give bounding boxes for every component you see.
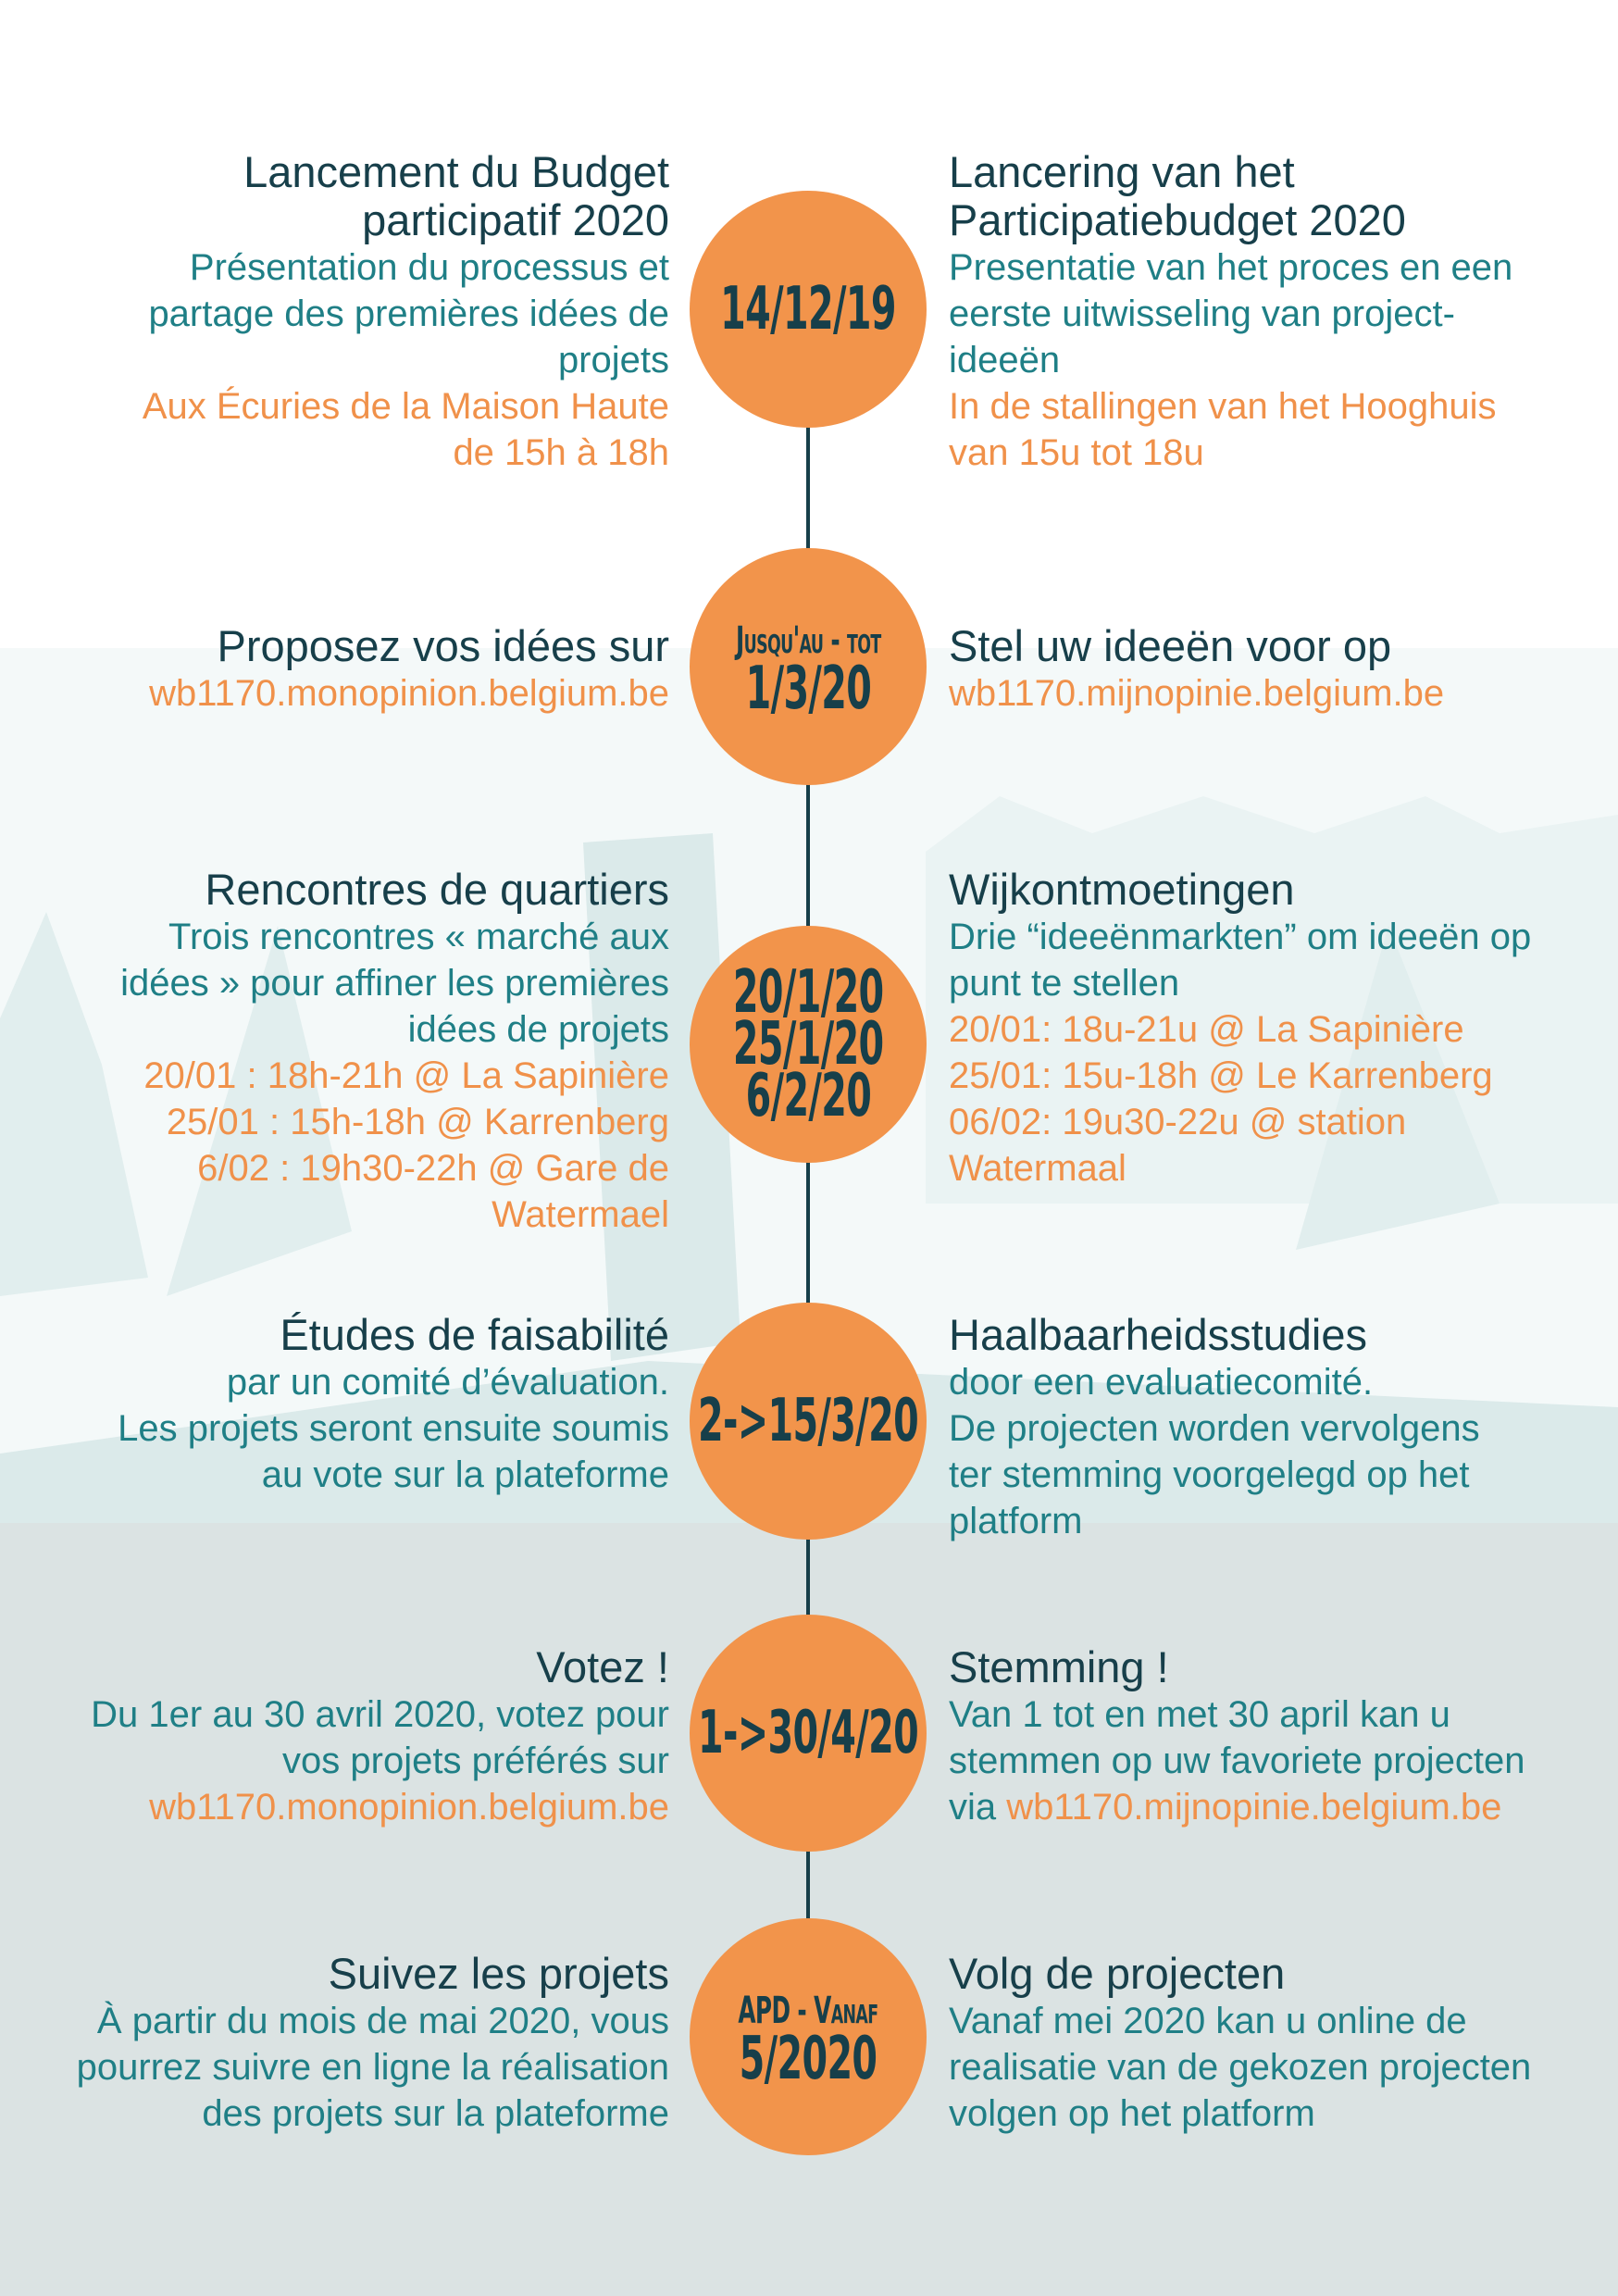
title-line: Rencontres de quartiers (205, 865, 669, 914)
title-line: Lancement du Budget (243, 147, 669, 196)
description-line: ter stemming voorgelegd op het (949, 1454, 1470, 1495)
info-line: Aux Écuries de la Maison Haute (142, 386, 669, 427)
event-description (949, 1691, 1578, 1784)
description-line: par un comité d’évaluation. (226, 1362, 669, 1403)
event-description (949, 1359, 1578, 1544)
info-line: Watermael (492, 1194, 669, 1235)
event-info (40, 383, 669, 476)
title-line: Études de faisabilité (280, 1310, 669, 1359)
description-line: pourrez suivre en ligne la réalisation (76, 2047, 669, 2088)
title-line: Haalbaarheidsstudies (949, 1310, 1368, 1359)
date-value: 25/1/20 (732, 1010, 884, 1079)
event-title (40, 1950, 669, 1998)
description-line: Trois rencontres « marché aux (168, 917, 669, 957)
event-nl (949, 148, 1578, 476)
event-description (40, 244, 669, 383)
website-link[interactable]: wb1170.mijnopinie.belgium.be (949, 673, 1445, 714)
event-nl (949, 866, 1578, 1192)
description-line: au vote sur la plateforme (261, 1454, 669, 1495)
event-info (40, 1053, 669, 1238)
info-line: van 15u tot 18u (949, 432, 1204, 473)
event-description (949, 244, 1578, 383)
date-value: 1->30/4/20 (697, 1699, 919, 1767)
description-line: eerste uitwisseling van project- (949, 293, 1455, 334)
description-line: stemmen op uw favoriete projecten (949, 1741, 1525, 1781)
description-line: idées de projets (407, 1009, 669, 1050)
date-value: 2->15/3/20 (697, 1387, 919, 1455)
event-title (949, 622, 1578, 670)
date-circle (690, 548, 927, 785)
event-description (40, 1359, 669, 1498)
info-line: 6/02 : 19h30-22h @ Gare de (197, 1148, 669, 1189)
date-circle (690, 1303, 927, 1540)
description-line: projets (557, 340, 669, 381)
event-fr (40, 148, 669, 476)
event-nl (949, 1950, 1578, 2137)
description-line: door een evaluatiecomité. (949, 1362, 1374, 1403)
info-line: 25/01: 15u-18h @ Le Karrenberg (949, 1055, 1493, 1096)
event-title (949, 1311, 1578, 1359)
event-description (40, 1691, 669, 1784)
date-label: APD - Vanaf (738, 1990, 878, 2032)
event-description-link-line (949, 1784, 1578, 1830)
event-title (40, 866, 669, 914)
date-label: Jusqu'au - tot (735, 619, 881, 662)
info-line: In de stallingen van het Hooghuis (949, 386, 1497, 427)
website-link[interactable]: wb1170.monopinion.belgium.be (149, 673, 669, 714)
event-fr (40, 1950, 669, 2137)
title-line: Stel uw ideeën voor op (949, 621, 1392, 670)
event-title (40, 622, 669, 670)
description-line: Presentatie van het proces en een (949, 247, 1513, 288)
title-line: Votez ! (536, 1642, 669, 1691)
event-description (949, 914, 1578, 1006)
event-info (40, 670, 669, 717)
description-line: Vanaf mei 2020 kan u online de (949, 2001, 1467, 2041)
title-line: Lancering van het (949, 147, 1295, 196)
event-description (40, 914, 669, 1053)
description-line: vos projets préférés sur (282, 1741, 669, 1781)
event-nl (949, 1311, 1578, 1544)
website-link[interactable]: wb1170.mijnopinie.belgium.be (1006, 1787, 1502, 1828)
title-line: Participatiebudget 2020 (949, 195, 1406, 244)
event-description (949, 1998, 1578, 2137)
event-title (949, 1950, 1578, 1998)
info-line: 20/01 : 18h-21h @ La Sapinière (143, 1055, 669, 1096)
event-fr (40, 1643, 669, 1830)
description-line: volgen op het platform (949, 2093, 1315, 2134)
date-circle (690, 191, 927, 428)
event-fr (40, 1311, 669, 1498)
date-value: 6/2/20 (745, 1062, 871, 1130)
event-description (40, 1998, 669, 2137)
description-line: platform (949, 1501, 1083, 1541)
date-value: 5/2020 (739, 2025, 877, 2093)
link-prefix: via (949, 1787, 1007, 1828)
description-line: À partir du mois de mai 2020, vous (96, 2001, 669, 2041)
date-circle (690, 1918, 927, 2155)
date-value: 20/1/20 (732, 958, 884, 1027)
title-line: Wijkontmoetingen (949, 865, 1295, 914)
event-info (40, 1784, 669, 1830)
description-line: realisatie van de gekozen projecten (949, 2047, 1532, 2088)
title-line: Proposez vos idées sur (217, 621, 669, 670)
description-line: partage des premières idées de (148, 293, 669, 334)
event-nl (949, 1643, 1578, 1830)
description-line: Drie “ideeënmarkten” om ideeën op (949, 917, 1532, 957)
description-line: Van 1 tot en met 30 april kan u (949, 1694, 1450, 1735)
description-line: De projecten worden vervolgens (949, 1408, 1480, 1449)
info-line: 06/02: 19u30-22u @ station (949, 1102, 1407, 1142)
title-line: Stemming ! (949, 1642, 1169, 1691)
info-line: de 15h à 18h (453, 432, 669, 473)
date-value: 1/3/20 (745, 655, 871, 723)
info-line: 20/01: 18u-21u @ La Sapinière (949, 1009, 1464, 1050)
title-line: Volg de projecten (949, 1949, 1286, 1998)
event-info (949, 1006, 1578, 1192)
event-title (949, 1643, 1578, 1691)
event-title (40, 1643, 669, 1691)
event-fr (40, 866, 669, 1238)
title-line: participatif 2020 (362, 195, 669, 244)
description-line: des projets sur la plateforme (202, 2093, 669, 2134)
description-line: Les projets seront ensuite soumis (118, 1408, 669, 1449)
event-nl (949, 622, 1578, 717)
date-circle (690, 926, 927, 1163)
event-info (949, 383, 1578, 476)
event-title (40, 1311, 669, 1359)
description-line: idées » pour affiner les premières (120, 963, 669, 1004)
description-line: Présentation du processus et (189, 247, 669, 288)
event-title (949, 148, 1578, 244)
title-line: Suivez les projets (328, 1949, 669, 1998)
event-info (949, 670, 1578, 717)
date-circle (690, 1615, 927, 1852)
mixed-line (949, 1784, 1578, 1830)
info-line: 25/01 : 15h-18h @ Karrenberg (166, 1102, 669, 1142)
event-fr (40, 622, 669, 717)
event-title (949, 866, 1578, 914)
event-title (40, 148, 669, 244)
info-line: Watermaal (949, 1148, 1126, 1189)
website-link[interactable]: wb1170.monopinion.belgium.be (149, 1787, 669, 1828)
description-line: ideeën (949, 340, 1061, 381)
description-line: Du 1er au 30 avril 2020, votez pour (91, 1694, 669, 1735)
description-line: punt te stellen (949, 963, 1180, 1004)
date-value: 14/12/19 (720, 275, 896, 343)
